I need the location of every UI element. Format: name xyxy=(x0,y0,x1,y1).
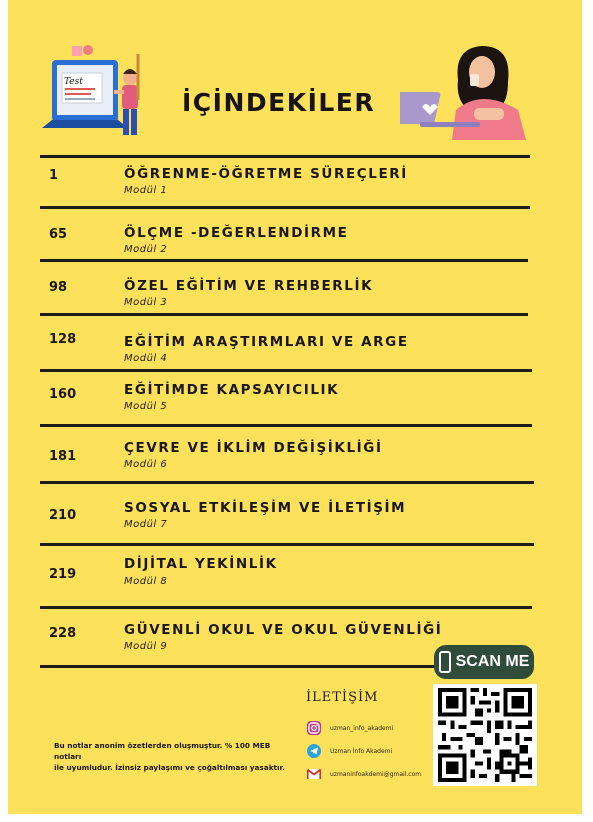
toc-entry-module: Modül 7 xyxy=(124,519,168,530)
toc-entry-module: Modül 5 xyxy=(124,401,168,412)
disclaimer-line: Bu notlar anonim özetlerden oluşmuştur. % 100 MEB notları xyxy=(54,741,271,761)
toc-page-number: 65 xyxy=(49,227,68,242)
toc-entry-title[interactable]: GÜVENLİ OKUL VE OKUL GÜVENLİĞİ xyxy=(124,622,443,638)
toc-divider xyxy=(40,424,532,427)
page xyxy=(8,0,582,814)
toc-entry-module: Modül 6 xyxy=(124,459,168,470)
telegram-icon xyxy=(306,743,322,759)
woman-laptop-illustration xyxy=(400,40,535,140)
toc-page-number: 160 xyxy=(49,387,77,402)
toc-page-number: 219 xyxy=(49,567,77,582)
toc-entry-title[interactable]: EĞİTİMDE KAPSAYICILIK xyxy=(124,382,340,398)
toc-entry-title[interactable]: DİJİTAL YEKİNLİK xyxy=(124,556,278,572)
toc-page-number: 1 xyxy=(49,168,59,183)
contact-telegram[interactable] xyxy=(306,743,392,759)
toc-divider xyxy=(40,606,532,609)
toc-divider xyxy=(40,543,534,546)
student-laptop-illustration xyxy=(38,40,148,145)
contact-heading: İLETİŞİM xyxy=(306,690,379,705)
toc-divider xyxy=(40,259,528,262)
toc-divider xyxy=(40,481,534,484)
toc-page-number: 128 xyxy=(49,332,77,347)
disclaimer-line: ile uyumludur. İzinsiz paylaşımı ve çoğaltılması yasaktır. xyxy=(54,763,285,772)
toc-entry-module: Modül 8 xyxy=(124,576,168,587)
toc-entry-title[interactable]: ÇEVRE VE İKLİM DEĞİŞİKLİĞİ xyxy=(124,440,383,456)
toc-entry-title[interactable]: ÖZEL EĞİTİM VE REHBERLİK xyxy=(124,278,374,294)
toc-entry-title[interactable]: EĞİTİM ARAŞTIRMLARI VE ARGE xyxy=(124,334,409,350)
qr-code[interactable] xyxy=(433,684,537,786)
instagram-handle: uzman_info_akademi xyxy=(330,724,394,732)
toc-entry-title[interactable]: SOSYAL ETKİLEŞİM VE İLETİŞİM xyxy=(124,500,407,516)
toc-entry-module: Modül 1 xyxy=(124,185,168,196)
toc-entry-title[interactable]: ÖLÇME -DEĞERLENDİRME xyxy=(124,225,349,241)
disclaimer-text xyxy=(54,740,294,773)
telegram-channel: Uzman İnfo Akademi xyxy=(330,747,393,755)
toc-divider xyxy=(40,369,532,372)
gmail-icon xyxy=(306,766,322,782)
contact-instagram[interactable] xyxy=(306,720,393,736)
toc-page-number: 98 xyxy=(49,280,68,295)
toc-divider xyxy=(40,206,530,209)
scan-me-label: SCAN ME xyxy=(455,653,530,670)
test-paper-label: Test xyxy=(64,77,83,87)
email-address: uzmaninfoakdemi@gmail.com xyxy=(330,770,422,778)
toc-entry-module: Modül 9 xyxy=(124,641,168,652)
toc-entry-module: Modül 4 xyxy=(124,353,168,364)
toc-divider xyxy=(40,313,528,316)
scan-me-button[interactable] xyxy=(434,645,534,679)
toc-page-number: 181 xyxy=(49,449,77,464)
toc-divider xyxy=(40,155,530,158)
toc-entry-module: Modül 3 xyxy=(124,297,168,308)
phone-icon xyxy=(439,651,451,673)
toc-divider xyxy=(40,665,440,668)
page-title: İÇİNDEKİLER xyxy=(182,88,376,117)
instagram-icon xyxy=(306,720,322,736)
toc-page-number: 228 xyxy=(49,626,77,641)
toc-entry-title[interactable]: ÖĞRENME-ÖĞRETME SÜREÇLERİ xyxy=(124,166,408,182)
contact-email[interactable] xyxy=(306,766,421,782)
toc-page-number: 210 xyxy=(49,508,77,523)
toc-entry-module: Modül 2 xyxy=(124,244,168,255)
